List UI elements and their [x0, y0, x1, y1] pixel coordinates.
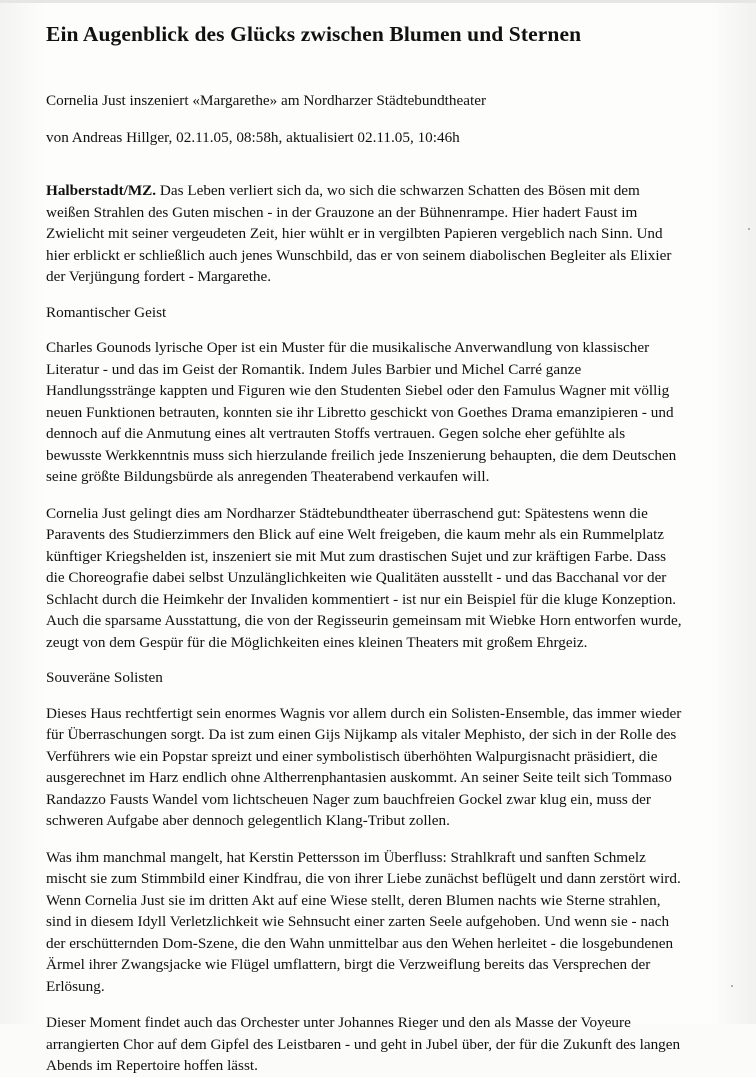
paragraph-line: arrangierten Chor auf dem Gipfel des Leistbaren - und geht in Jubel über, der für die Zukunft des langen [46, 1035, 681, 1053]
lead-paragraph [46, 180, 756, 288]
paragraph-line: künftiger Kriegshelden ist, inszeniert sie mit Mut zum drastischen Sujet und zur kräftigen Farbe. Dass [46, 547, 667, 565]
paragraph-line: weißen Strahlen des Guten mischen - in der Grauzone an der Bühnenrampe. Hier hadert Faust im [46, 203, 638, 221]
scan-speck [731, 985, 733, 987]
paragraph-line: für Überraschungen sorgt. Da ist zum einen Gijs Nijkamp als vitaler Mephisto, der sich in der Rolle des [46, 726, 677, 743]
paragraph-line: Was ihm manchmal mangelt, hat Kerstin Pettersson im Überfluss: Strahlkraft und sanften Schmelz [46, 848, 646, 866]
paragraph-line: der Verjüngung fordert - Margarethe. [46, 268, 272, 285]
subheading-romantic: Romantischer Geist [46, 303, 167, 321]
lead-location: Halberstadt/MZ. [46, 182, 157, 199]
paragraph-line-text: Das Leben verliert sich da, wo sich die schwarzen Schatten des Bösen mit dem [156, 182, 640, 199]
article-title: Ein Augenblick des Glücks zwischen Blumen und Sternen [46, 22, 582, 46]
paragraph-line: Verführers wie ein Popstar spreizt und einer symbolistisch überhöhten Walpurgisnacht präsidiert, die [46, 747, 658, 765]
paragraph [46, 1012, 756, 1077]
article-byline: von Andreas Hillger, 02.11.05, 08:58h, aktualisiert 02.11.05, 10:46h [46, 129, 460, 146]
paragraph-line: der erschütternden Dom-Szene, die den Wahn unmittelbar aus den Wehen herleitet - die losgebundenen [46, 934, 674, 952]
paragraph [46, 337, 756, 488]
paragraph-line: Erlösung. [46, 977, 105, 995]
paragraph-line: zeugt von dem Gespür für die Möglichkeiten eines kleinen Theaters mit großem Ehrgeiz. [46, 633, 588, 651]
article-subtitle: Cornelia Just inszeniert «Margarethe» am Nordharzer Städtebundtheater [46, 92, 486, 109]
paragraph-line: schweren Aufgabe aber dennoch gelegentlich Klang-Tribut zollen. [46, 812, 450, 829]
paragraph-line: sind in diesem Idyll Verletzlichkeit wie Sehnsucht einer zarten Seele aufgehoben. Und wenn sie - nach [46, 913, 670, 930]
paragraph-line: Cornelia Just gelingt dies am Nordharzer Städtebundtheater überraschend gut: Spätestens wenn die [46, 504, 648, 522]
paragraph-line: Zwielicht mit seiner vergeudeten Zeit, hier wühlt er in vergilbten Papieren vergeblich nach Sinn. Und [46, 225, 663, 242]
paragraph-line: Dieses Haus rechtfertigt sein enormes Wagnis vor allem durch ein Solisten-Ensemble, das immer wieder [46, 704, 682, 722]
paragraph-line: mischt sie zum Stimmbild einer Kindfrau, die von ihrer Liebe zunächst beflügelt und dann zerstört wird. [46, 870, 681, 887]
subheading-soloists: Souveräne Solisten [46, 669, 163, 686]
paragraph-line: hier erblickt er schließlich auch jenes Wunschbild, das er von seinem diabolischen Begleiter als Elixier [46, 246, 672, 264]
paragraph-line: Dieser Moment findet auch das Orchester unter Johannes Rieger und den als Masse der Voyeure [46, 1014, 631, 1031]
article-body [46, 180, 756, 1077]
paragraph-line: Wenn Cornelia Just sie im dritten Akt auf eine Wiese stellt, deren Blumen nachts wie Sterne strahlen, [46, 891, 661, 909]
paragraph-line: Auch die sparsame Ausstattung, die von der Regisseurin gemeinsam mit Wiebke Horn entworfen wurde, [46, 612, 682, 629]
paragraph-line: die Choreografie dabei selbst Unzulänglichkeiten wie Qualitäten ausstellt - und das Bacchanal vor der [46, 569, 667, 586]
paragraph [46, 703, 756, 832]
scan-speck [748, 228, 750, 230]
paragraph [46, 503, 756, 654]
paragraph-line: Randazzo Fausts Wandel vom lichtscheuen Nager zum bauchfreien Gockel zwar klug ein, muss der [46, 790, 651, 808]
paragraph-line: seine größte Bildungsbürde als anregenden Theaterabend verkaufen will. [46, 468, 490, 485]
paragraph-line: bewusste Werkkenntnis muss sich hierzulande freilich jede Inszenierung behaupten, die dem Deutschen [46, 446, 677, 464]
paragraph-line: ausgerechnet im Harz endlich ohne Altherrenphantasien auskommt. An seiner Seite teilt sich Tommaso [46, 769, 672, 786]
scan-edge [0, 0, 756, 3]
paragraph [46, 847, 756, 998]
paragraph-line: dennoch auf die Anmutung eines alt vertrauten Stoffs vertrauen. Gegen solche eher gefühlte als [46, 425, 626, 442]
paragraph-line: Ärmel ihrer Zwangsjacke wie Flügel umflattern, birgt die Verzweiflung bereits das Versprechen der [46, 956, 651, 973]
paragraph-line: neuen Funktionen betrauten, konnten sie ihr Libretto geschickt von Goethes Drama emanzipieren - und [46, 403, 674, 421]
paragraph-line: Handlungsstränge kappten und Figuren wie den Studenten Siebel oder den Famulus Wagner mit völlig [46, 382, 670, 399]
paragraph-line: Literatur - und das im Geist der Romantik. Indem Jules Barbier und Michel Carré ganze [46, 360, 582, 378]
paragraph-line [46, 180, 756, 202]
paragraph-line: Charles Gounods lyrische Oper ist ein Muster für die musikalische Anverwandlung von klassischer [46, 339, 650, 356]
paragraph-line: Paravents des Studierzimmers den Blick auf eine Welt freigeben, die kaum mehr als ein Rummelplatz [46, 526, 665, 543]
paragraph-line: Schlacht durch die Heimkehr der Invaliden kommentiert - ist nur ein Beispiel für die kluge Konzeption. [46, 590, 677, 608]
paragraph-line: Abends im Repertoire hoffen lässt. [46, 1057, 258, 1074]
